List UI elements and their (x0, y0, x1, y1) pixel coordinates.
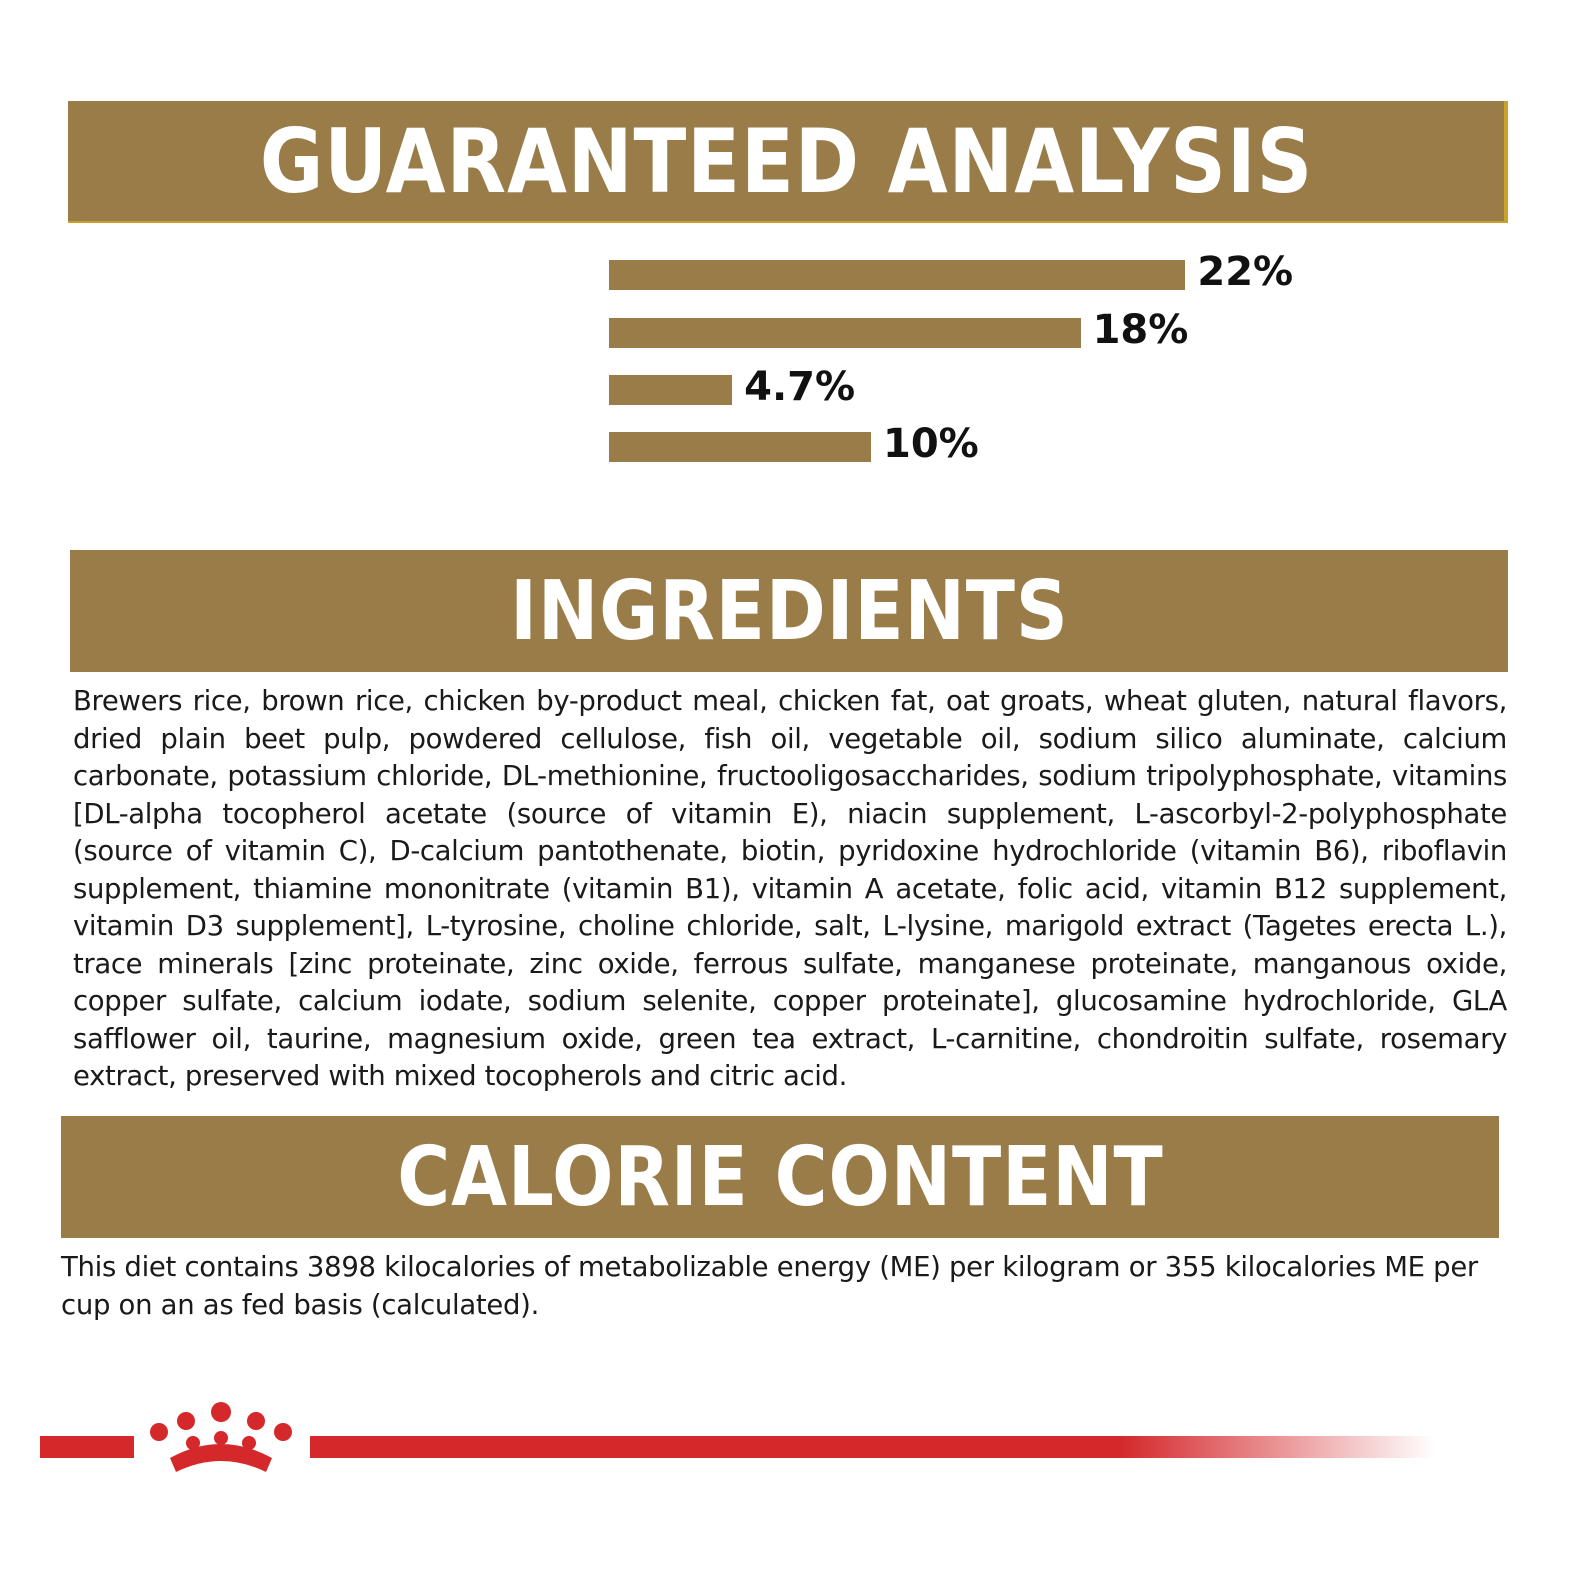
analysis-value-label: 18% (1092, 307, 1189, 353)
calorie-content-text: This diet contains 3898 kilocalories of metabolizable energy (ME) per kilogram or 355 kilocalories ME per cup on an as fed basis (calculated). (61, 1251, 1478, 1321)
ingredients-title: INGREDIENTS (509, 563, 1069, 659)
calorie-content-title: CALORIE CONTENT (396, 1129, 1164, 1225)
analysis-value-label: 22% (1197, 249, 1294, 295)
royal-canin-crown-icon (150, 1402, 292, 1472)
analysis-bar (609, 260, 1185, 290)
red-stripe-left (40, 1436, 134, 1458)
ingredients-text: Brewers rice, brown rice, chicken by-product meal, chicken fat, oat groats, wheat gluten, natural flavors, dried plain beet pulp, powdered cellulose, fish oil, vegetable oil, sodium silico aluminate, calcium carbonate, potassium chloride, DL-methionine, fructooligosaccharides, sodium tripolyphosphate, vitamins [DL-alpha tocopherol acetate (source of vitamin E), niacin supplement, L-ascorbyl-2-polyphosphate (source of vitamin C), D-calcium pantothenate, biotin, pyridoxine hydrochloride (vitamin B6), riboflavin supplement, thiamine mononitrate (vitamin B1), vitamin A acetate, folic acid, vitamin B12 supplement, vitamin D3 supplement], L-tyrosine, choline chloride, salt, L-lysine, marigold extract (Tagetes erecta L.), trace minerals [zinc proteinate, zinc oxide, ferrous sulfate, manganese proteinate, manganous oxide, copper sulfate, calcium iodate, sodium selenite, copper proteinate], glucosamine hydrochloride, GLA safflower oil, taurine, magnesium oxide, green tea extract, L-carnitine, chondroitin sulfate, rosemary extract, preserved with mixed tocopherols and citric acid. (73, 685, 1507, 1092)
analysis-bar (609, 318, 1081, 348)
analysis-value-label: 10% (883, 421, 979, 467)
ingredients-banner (70, 550, 1508, 672)
analysis-bar (609, 432, 871, 462)
analysis-value-label: 4.7% (744, 364, 856, 410)
brand-footer (0, 1400, 1575, 1500)
red-stripe-right (310, 1436, 1435, 1458)
guaranteed-analysis-title: GUARANTEED ANALYSIS (259, 109, 1313, 213)
guaranteed-analysis-banner (68, 101, 1508, 223)
analysis-bar (609, 375, 732, 405)
calorie-content-banner (61, 1116, 1499, 1238)
